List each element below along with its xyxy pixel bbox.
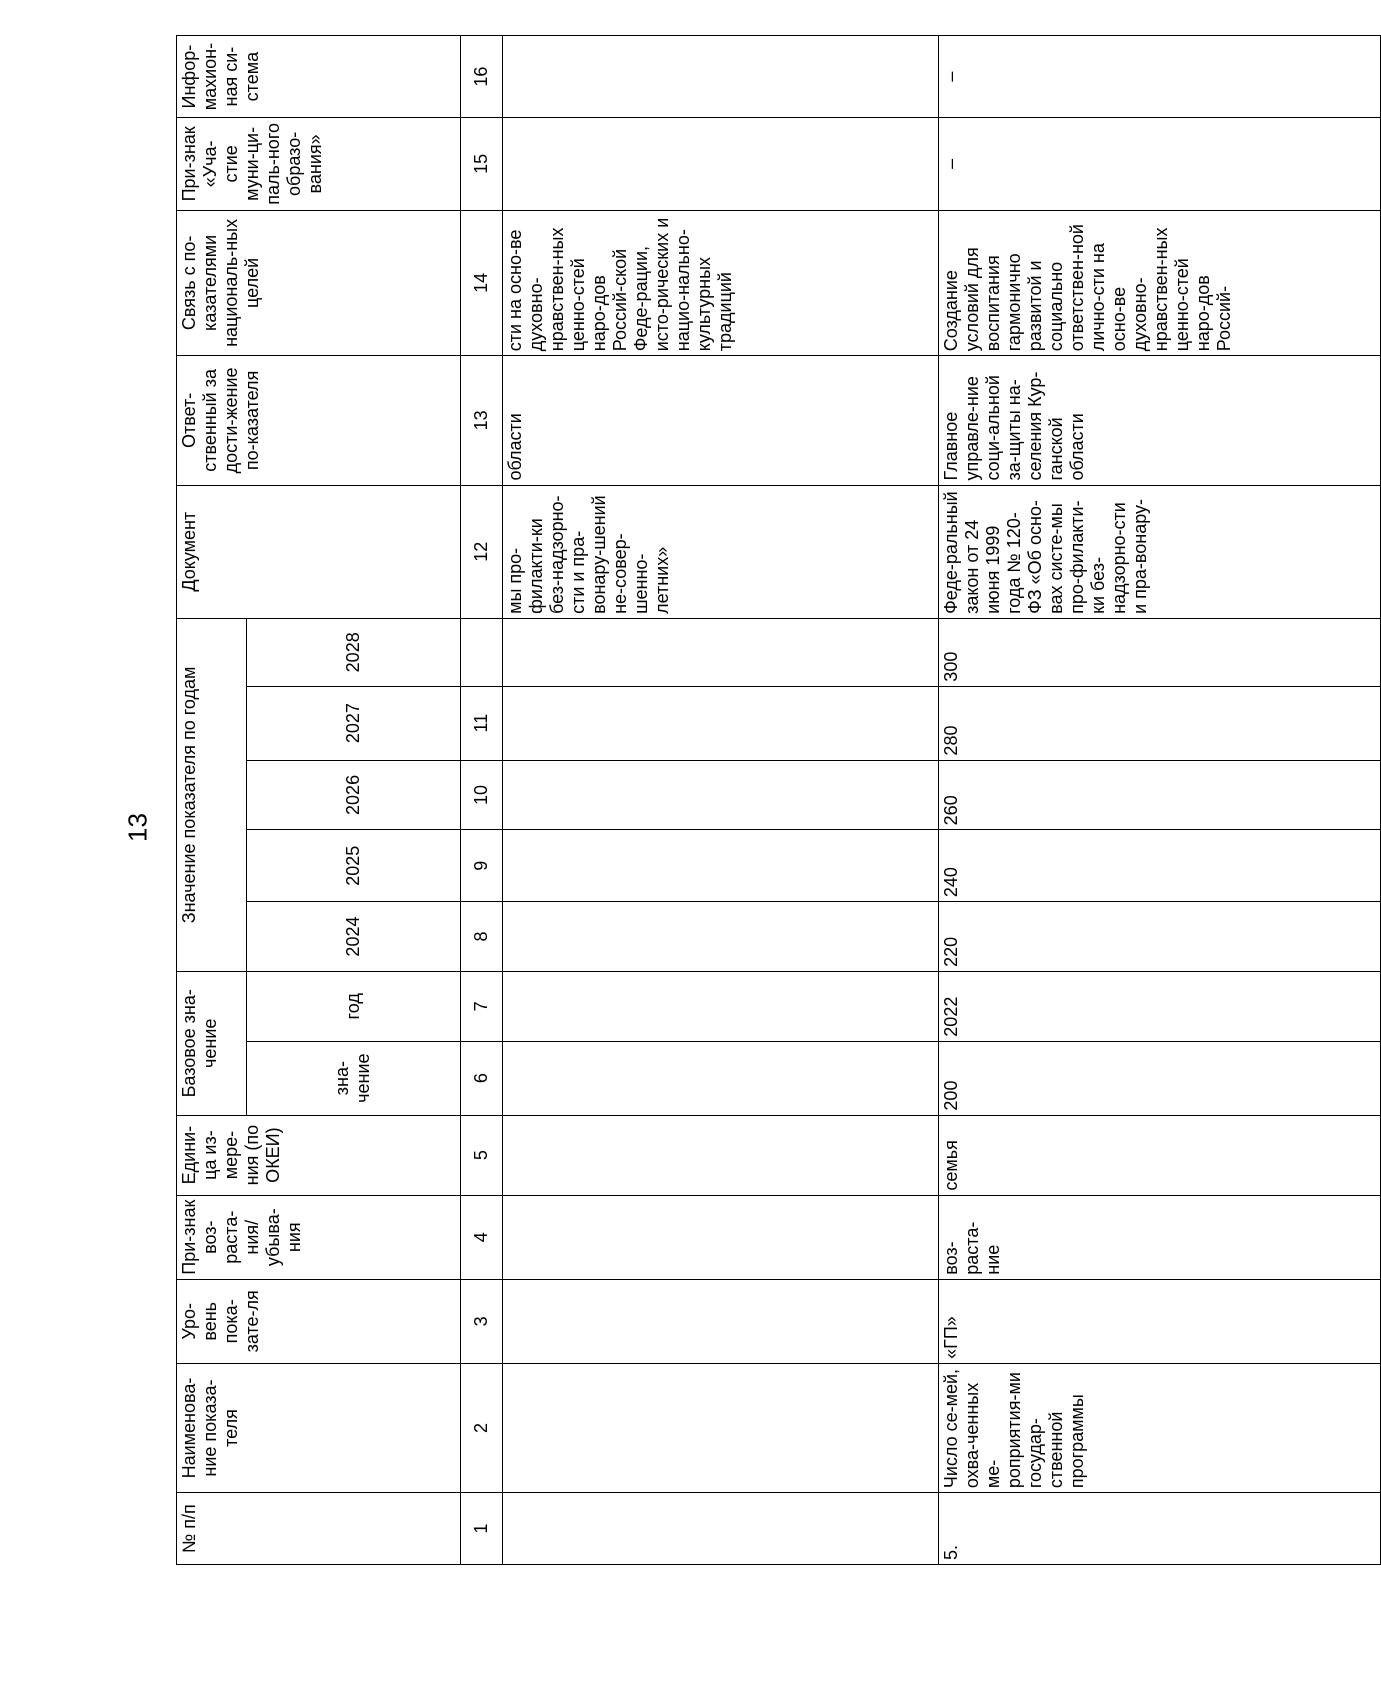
- cell-empty: [503, 1279, 938, 1363]
- cell-value-2024: 220: [938, 902, 1380, 972]
- col-number: 8: [461, 902, 503, 972]
- page-number: 13: [122, 813, 153, 842]
- header-year-2026: 2026: [246, 760, 461, 830]
- cell-name: Число се-мей, охва-ченных ме-роприятия-ми государ-ственной программы: [938, 1363, 1380, 1492]
- col-number: 7: [461, 971, 503, 1041]
- cell-responsible: Главное управле-ние соци-альной за-щиты на-селения Кур-ганской области: [938, 356, 1380, 485]
- cell-num: 5.: [938, 1493, 1380, 1565]
- col-number: 2: [461, 1363, 503, 1492]
- col-number: 3: [461, 1279, 503, 1363]
- indicator-table: [176, 35, 1381, 1565]
- cell-empty: [503, 902, 938, 972]
- col-number: 1: [461, 1493, 503, 1565]
- cell-empty: [503, 618, 938, 686]
- header-document: Документ: [177, 485, 461, 618]
- rotated-table-container: [176, 35, 1381, 1565]
- cell-empty: [503, 686, 938, 760]
- cell-municipal: –: [938, 118, 1380, 210]
- cell-empty: [503, 36, 938, 118]
- header-level: Уро-вень пока-зате-ля: [177, 1279, 461, 1363]
- header-name: Наименова-ние показа-теля: [177, 1363, 461, 1492]
- col-number: 5: [461, 1115, 503, 1195]
- header-base-group: Базовое зна-чение: [177, 971, 247, 1115]
- table-row-5: [938, 36, 1380, 1565]
- header-link: Связь с по-казателями националь-ных целей: [177, 210, 461, 356]
- header-trend: При-знак воз-раста-ния/ убыва-ния: [177, 1195, 461, 1279]
- cell-empty: [503, 1363, 938, 1492]
- header-year-2025: 2025: [246, 830, 461, 902]
- cell-document: мы про-филакти-ки без-надзорно-сти и пра-вонару-шений не-совер-шенно-летних»: [503, 485, 938, 618]
- header-base-year: год: [246, 971, 461, 1041]
- cell-level: «ГП»: [938, 1279, 1380, 1363]
- col-number: 12: [461, 485, 503, 618]
- cell-link: Создание условий для воспитания гармонично развитой и социально ответствен-ной лично-сти на осно-ве духовно-нравствен-ных ценно-стей наро-дов Россий-: [938, 210, 1380, 356]
- column-number-row: [461, 36, 503, 1565]
- cell-empty: [503, 971, 938, 1041]
- header-year-2024: 2024: [246, 902, 461, 972]
- header-unit: Едини-ца из-мере-ния (по ОКЕИ): [177, 1115, 461, 1195]
- cell-infosys: –: [938, 36, 1380, 118]
- table-row-continued: [503, 36, 938, 1565]
- cell-empty: [503, 760, 938, 830]
- cell-empty: [503, 1493, 938, 1565]
- header-year-2028: 2028: [246, 618, 461, 686]
- col-number: 15: [461, 118, 503, 210]
- cell-base-value: 200: [938, 1041, 1380, 1115]
- cell-value-2025: 240: [938, 830, 1380, 902]
- cell-base-year: 2022: [938, 971, 1380, 1041]
- cell-empty: [503, 1041, 938, 1115]
- cell-document: Феде-ральный закон от 24 июня 1999 года № 120-ФЗ «Об осно-вах систе-мы про-филакти-ки без-надзорно-сти и пра-вонару-: [938, 485, 1380, 618]
- col-number: 13: [461, 356, 503, 485]
- col-number: [461, 618, 503, 686]
- header-base-value: зна-чение: [246, 1041, 461, 1115]
- header-num: № п/п: [177, 1493, 461, 1565]
- col-number: 10: [461, 760, 503, 830]
- cell-value-2027: 280: [938, 686, 1380, 760]
- header-years-group: Значение показателя по годам: [177, 618, 247, 971]
- header-infosys: Инфор-махион-ная си-стема: [177, 36, 461, 118]
- cell-responsible: области: [503, 356, 938, 485]
- cell-empty: [503, 1115, 938, 1195]
- cell-empty: [503, 118, 938, 210]
- cell-empty: [503, 830, 938, 902]
- col-number: 11: [461, 686, 503, 760]
- cell-link: сти на осно-ве духовно-нравствен-ных ценно-стей наро-дов Россий-ской Феде-рации, исто-рических и нацио-нально-культурных традиций: [503, 210, 938, 356]
- col-number: 6: [461, 1041, 503, 1115]
- header-responsible: Ответ-ственный за дости-жение по-казателя: [177, 356, 461, 485]
- col-number: 9: [461, 830, 503, 902]
- col-number: 16: [461, 36, 503, 118]
- cell-empty: [503, 1195, 938, 1279]
- cell-value-2028: 300: [938, 618, 1380, 686]
- header-row-1: [177, 36, 247, 1565]
- col-number: 14: [461, 210, 503, 356]
- cell-unit: семья: [938, 1115, 1380, 1195]
- header-municipal: При-знак «Уча-стие муни-ци-паль-ного образо-вания»: [177, 118, 461, 210]
- col-number: 4: [461, 1195, 503, 1279]
- cell-trend: воз-раста-ние: [938, 1195, 1380, 1279]
- cell-value-2026: 260: [938, 760, 1380, 830]
- header-year-2027: 2027: [246, 686, 461, 760]
